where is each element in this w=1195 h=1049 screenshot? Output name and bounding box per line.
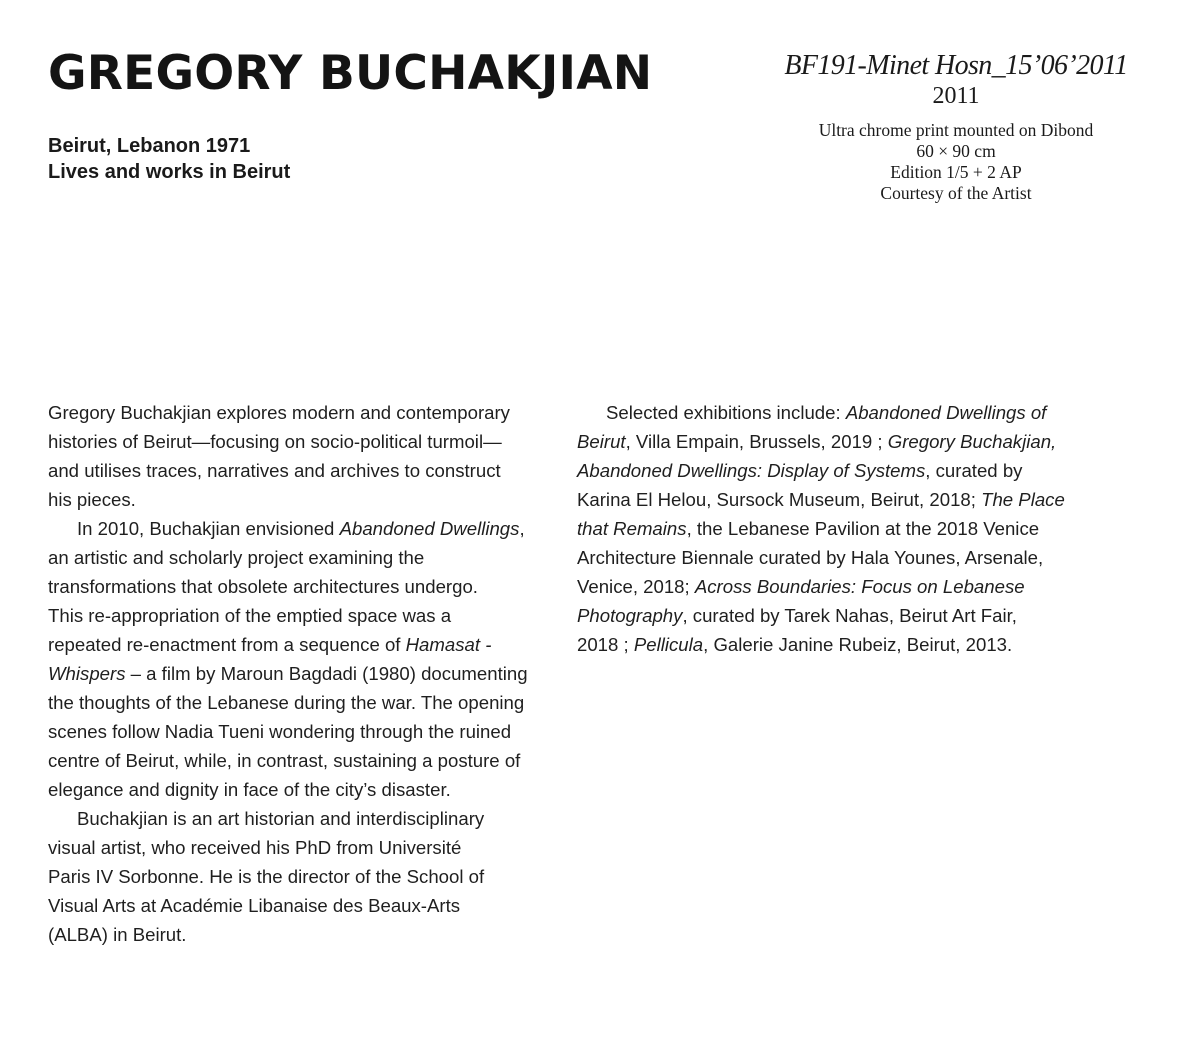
exhibitions-paragraph: [577, 398, 1077, 659]
text-line: Photography, curated by Tarek Nahas, Beirut Art Fair,: [577, 605, 1017, 626]
text-line: elegance and dignity in face of the city’s disaster.: [48, 779, 451, 800]
film-title: Hamasat -: [405, 634, 492, 655]
text-line: Buchakjian is an art historian and interdisciplinary: [77, 808, 485, 829]
text-line: scenes follow Nadia Tueni wondering through the ruined: [48, 721, 512, 742]
exhibition-title: Pellicula: [633, 634, 704, 655]
exhibition-title: that Remains: [577, 518, 687, 539]
text-line: This re-appropriation of the emptied space was a: [48, 605, 452, 626]
text-line: Beirut, Villa Empain, Brussels, 2019 ; Gregory Buchakjian,: [577, 431, 1057, 452]
bio-paragraph-2: [48, 514, 548, 804]
exhibition-title: Photography: [577, 605, 683, 626]
exhibition-title: Abandoned Dwellings of: [845, 402, 1047, 423]
artwork-title: BF191-Minet Hosn_15’06’2011: [784, 50, 1128, 81]
artist-name: GREGORY BUCHAKJIAN: [48, 46, 653, 101]
text-line: In 2010, Buchakjian envisioned Abandoned Dwellings,: [77, 518, 525, 539]
work-title: Abandoned Dwellings: [339, 518, 520, 539]
text-line: Selected exhibitions include: Abandoned Dwellings of: [606, 402, 1047, 423]
artwork-caption: [738, 50, 1174, 204]
artwork-dimensions: 60 × 90 cm: [916, 141, 996, 161]
exhibition-title: Beirut: [577, 431, 626, 452]
artwork-details: [738, 120, 1174, 204]
text-line: that Remains, the Lebanese Pavilion at the 2018 Venice: [577, 518, 1040, 539]
exhibition-title: Abandoned Dwellings: Display of Systems: [577, 460, 926, 481]
artwork-year: 2011: [932, 83, 980, 109]
text-line: an artistic and scholarly project examining the: [48, 547, 425, 568]
text-line: Venice, 2018; Across Boundaries: Focus on Lebanese: [577, 576, 1025, 597]
text-line: Karina El Helou, Sursock Museum, Beirut, 2018; The Place: [577, 489, 1065, 510]
text-line: Paris IV Sorbonne. He is the director of the School of: [48, 866, 485, 887]
artist-info: [48, 133, 290, 185]
text-line: Whispers – a film by Maroun Bagdadi (1980) documenting: [48, 663, 528, 684]
birth-info: Beirut, Lebanon 1971: [48, 135, 251, 157]
text-line: repeated re-enactment from a sequence of Hamasat -: [48, 634, 492, 655]
text-line: transformations that obsolete architectures undergo.: [48, 576, 478, 597]
biography-column: [48, 398, 548, 949]
text-line: his pieces.: [48, 489, 136, 510]
text-line: visual artist, who received his PhD from Université: [48, 837, 462, 858]
exhibition-title: Gregory Buchakjian,: [887, 431, 1057, 452]
film-title: Whispers: [48, 663, 126, 684]
artwork-medium: Ultra chrome print mounted on Dibond: [818, 120, 1094, 140]
text-line: Gregory Buchakjian explores modern and contemporary: [48, 402, 510, 423]
bio-paragraph-3: [48, 804, 548, 949]
bio-paragraph-1: [48, 398, 548, 514]
text-line: the thoughts of the Lebanese during the war. The opening: [48, 692, 525, 713]
text-line: Architecture Biennale curated by Hala Younes, Arsenale,: [577, 547, 1044, 568]
text-line: centre of Beirut, while, in contrast, sustaining a posture of: [48, 750, 521, 771]
exhibition-title: The Place: [981, 489, 1065, 510]
exhibitions-column: [577, 398, 1077, 659]
text-line: and utilises traces, narratives and archives to construct: [48, 460, 501, 481]
text-line: (ALBA) in Beirut.: [48, 924, 187, 945]
text-line: Abandoned Dwellings: Display of Systems, curated by: [577, 460, 1023, 481]
artwork-edition: Edition 1/5 + 2 AP: [890, 162, 1022, 182]
exhibition-title: Across Boundaries: Focus on Lebanese: [694, 576, 1025, 597]
text-line: 2018 ; Pellicula, Galerie Janine Rubeiz, Beirut, 2013.: [577, 634, 1013, 655]
text-line: histories of Beirut—focusing on socio-political turmoil—: [48, 431, 502, 452]
artwork-credit: Courtesy of the Artist: [880, 183, 1032, 203]
residence-info: Lives and works in Beirut: [48, 161, 291, 183]
text-line: Visual Arts at Académie Libanaise des Beaux-Arts: [48, 895, 461, 916]
